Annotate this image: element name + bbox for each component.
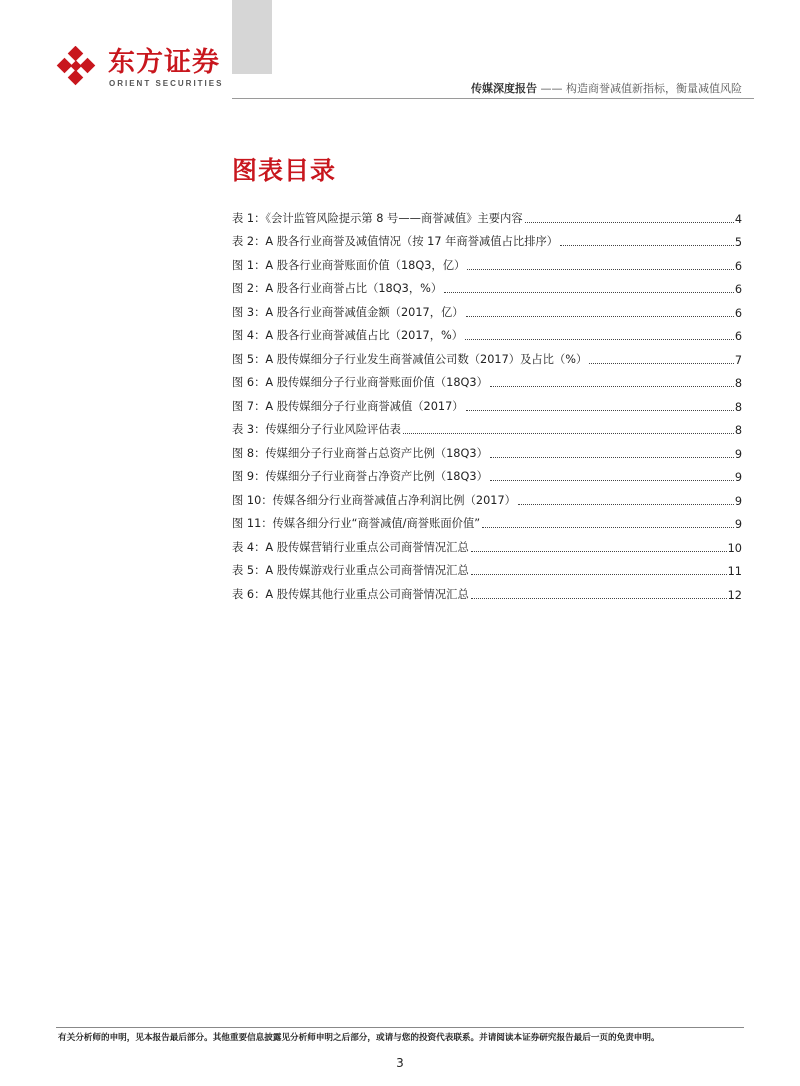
header-gray-band [232,0,272,74]
toc-entry-label: 表 6：A 股传媒其他行业重点公司商誉情况汇总 [232,587,469,601]
toc-entry[interactable] [232,461,742,485]
orient-securities-logo-icon [56,46,100,90]
toc-dot-leader [466,315,734,317]
toc-entry-label: 表 1：《会计监管风险提示第 8 号——商誉减值》主要内容 [232,211,523,225]
toc-entry[interactable] [232,578,742,602]
toc-entry-label: 表 2：A 股各行业商誉及减值情况（按 17 年商誉减值占比排序） [232,235,559,248]
toc-entry-page: 12 [727,588,742,602]
toc-entry[interactable] [232,202,742,226]
toc-dot-leader [444,291,734,293]
toc-dot-leader [471,573,727,575]
toc-entry-page: 8 [734,424,742,437]
toc-entry[interactable] [232,273,742,297]
toc-entry[interactable] [232,414,742,438]
toc-entry[interactable] [232,296,742,320]
toc-dot-leader [471,597,727,599]
toc-entry-label: 图 3：A 股各行业商誉减值金额（2017，亿） [232,305,464,319]
toc-entry-label: 表 4：A 股传媒营销行业重点公司商誉情况汇总 [232,540,469,554]
toc-entry-page: 11 [727,565,742,578]
toc-entry[interactable] [232,484,742,508]
toc-entry-label: 图 1：A 股各行业商誉账面价值（18Q3，亿） [232,258,466,272]
toc-entry-page: 6 [734,259,742,273]
company-logo [56,44,224,92]
report-header [471,80,742,96]
toc-entry[interactable] [232,226,742,250]
toc-entry-page: 6 [734,306,742,320]
toc-dot-leader [525,221,734,223]
toc-entry-page: 4 [734,212,742,226]
toc-entry-label: 图 5：A 股传媒细分子行业发生商誉减值公司数（2017）及占比（%） [232,352,588,366]
toc-entry-label: 图 8：传媒细分子行业商誉占总资产比例（18Q3） [232,446,488,460]
toc-entry-label: 图 4：A 股各行业商誉减值占比（2017，%） [232,329,464,342]
toc-dot-leader [589,362,734,364]
toc-entry-page: 9 [734,494,742,508]
toc-entry-page: 8 [734,377,742,390]
toc-entry-label: 图 9：传媒细分子行业商誉占净资产比例（18Q3） [232,470,488,483]
toc-entry-label: 图 10：传媒各细分行业商誉减值占净利润比例（2017） [232,493,516,507]
toc-dot-leader [490,479,734,481]
toc-entry-page: 6 [734,330,742,343]
toc-dot-leader [403,432,734,434]
toc-entry[interactable] [232,343,742,367]
header-separator: —— [537,82,566,95]
toc-entry[interactable] [232,390,742,414]
toc-dot-leader [490,456,734,458]
toc-dot-leader [560,244,734,246]
header-divider [232,98,754,99]
toc-dot-leader [465,338,734,340]
report-title: 构造商誉减值新指标，衡量减值风险 [566,82,742,95]
footer-divider [56,1027,744,1028]
toc-entry-page: 9 [734,471,742,484]
section-title: 图表目录 [232,156,337,185]
toc-entry[interactable] [232,508,742,532]
toc-dot-leader [467,268,734,270]
toc-entry-label: 图 2：A 股各行业商誉占比（18Q3，%） [232,282,443,295]
toc-entry[interactable] [232,367,742,391]
page-number: 3 [396,1056,404,1070]
figure-table-of-contents [232,202,742,602]
toc-entry-label: 图 11：传媒各细分行业“商誉减值/商誉账面价值” [232,517,481,530]
toc-entry-label: 表 5：A 股传媒游戏行业重点公司商誉情况汇总 [232,564,469,577]
toc-entry-page: 6 [734,283,742,296]
toc-dot-leader [466,409,734,411]
toc-entry-page: 7 [734,353,742,367]
report-type: 传媒深度报告 [471,82,537,95]
logo-english-name: ORIENT SECURITIES [109,79,224,88]
toc-entry[interactable] [232,555,742,579]
toc-dot-leader [490,385,734,387]
toc-entry-page: 9 [734,518,742,531]
toc-entry-page: 5 [734,236,742,249]
toc-entry[interactable] [232,531,742,555]
logo-chinese-name: 东方证券 [108,47,220,78]
toc-entry-page: 9 [734,447,742,461]
toc-entry-page: 8 [734,400,742,414]
toc-dot-leader [482,526,734,528]
toc-entry-label: 表 3：传媒细分子行业风险评估表 [232,423,401,436]
toc-dot-leader [518,503,734,505]
toc-entry[interactable] [232,249,742,273]
toc-entry-page: 10 [727,541,742,555]
toc-entry-label: 图 6：A 股传媒细分子行业商誉账面价值（18Q3） [232,376,488,389]
toc-entry[interactable] [232,437,742,461]
toc-entry-label: 图 7：A 股传媒细分子行业商誉减值（2017） [232,399,464,413]
toc-dot-leader [471,550,727,552]
footer-disclaimer: 有关分析师的申明，见本报告最后部分。其他重要信息披露见分析师申明之后部分，或请与您的投资代表联系。并请阅读本证券研究报告最后一页的免责申明。 [58,1033,660,1043]
toc-entry[interactable] [232,320,742,344]
